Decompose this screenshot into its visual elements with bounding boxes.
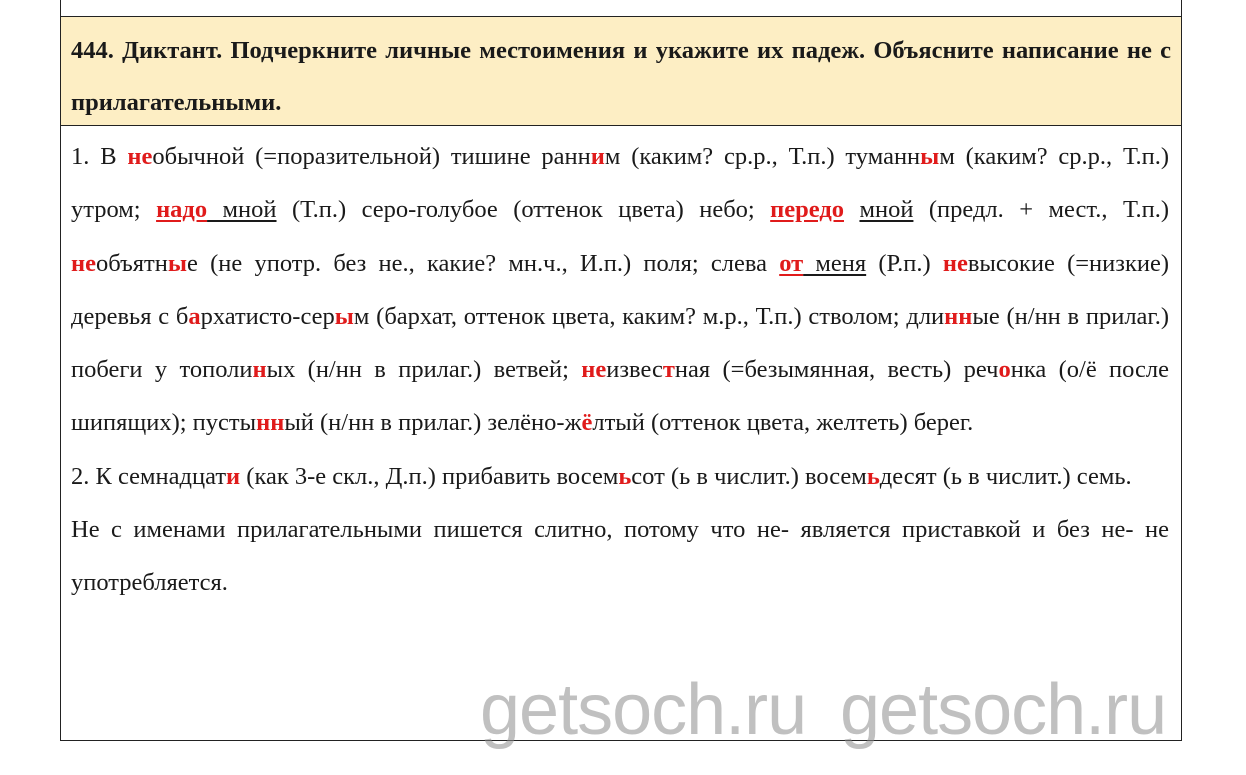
highlighted-letters: передо xyxy=(770,196,844,224)
highlighted-letters: ы xyxy=(167,249,188,277)
text-segment: 2. К семнадцат xyxy=(71,462,227,490)
text-segment: объятн xyxy=(96,249,168,277)
underlined-pronoun: мной xyxy=(207,196,277,224)
text-segment: (Р.п.) xyxy=(866,249,943,277)
answer-body xyxy=(71,130,1169,610)
highlighted-letters: нн xyxy=(944,302,973,330)
text-segment: рхатисто-сер xyxy=(200,302,335,330)
text-segment xyxy=(844,196,859,223)
text-segment: (предл. + мест., Т.п.) xyxy=(913,196,1169,224)
highlighted-letters: ё xyxy=(581,409,593,437)
answer-paragraph-2 xyxy=(71,450,1169,503)
text-segment: е (не употр. без не., какие? мн.ч., И.п.) поля; слева xyxy=(187,249,780,277)
text-segment: (как 3-е скл., Д.п.) прибавить восем xyxy=(240,462,619,490)
text-segment: десят (ь в числит.) семь. xyxy=(879,462,1132,490)
highlighted-letters: не xyxy=(71,249,96,277)
text-segment: сот (ь в числит.) восем xyxy=(631,462,867,490)
highlighted-letters: т xyxy=(662,356,675,384)
text-segment: м (бархат, оттенок цвета, каким? м.р., Т.п.) стволом; дли xyxy=(353,302,945,330)
underlined-pronoun: мной xyxy=(859,196,914,224)
watermark: getsoch.ru xyxy=(840,670,1167,750)
text-segment: ые (н/нн в прилаг.) побеги у тополи xyxy=(71,302,1169,384)
highlighted-letters: а xyxy=(188,302,201,330)
text-segment: ый (н/нн в прилаг.) зелёно-ж xyxy=(284,409,582,437)
highlighted-letters: о xyxy=(998,356,1011,384)
answer-paragraph-3 xyxy=(71,503,1169,610)
text-segment: м (каким? ср.р., Т.п.) утром; xyxy=(71,143,1170,224)
text-segment: ых (н/нн в прилаг.) ветвей; xyxy=(266,356,582,384)
answer-paragraph-1 xyxy=(71,130,1169,450)
task-header: 444. Диктант. Подчеркните личные местоимения и укажите их падеж. Объясните написание не с прилагательными. xyxy=(61,16,1181,126)
highlighted-letters: ь xyxy=(866,462,880,490)
text-segment: высокие (=низкие) деревья с б xyxy=(71,249,1170,330)
highlighted-letters: нн xyxy=(256,409,285,437)
exercise-table xyxy=(60,0,1182,741)
text-segment: ная (=безымянная, весть) реч xyxy=(674,356,999,384)
highlighted-letters: ы xyxy=(920,143,940,170)
highlighted-letters: ь xyxy=(618,462,632,490)
text-segment: 1. В xyxy=(71,143,128,170)
highlighted-letters: н xyxy=(252,356,267,384)
highlighted-letters: и xyxy=(590,143,605,170)
text-segment: обычной (=поразительной) тишине ранн xyxy=(152,143,591,170)
text-segment: (Т.п.) серо-голубое (оттенок цвета) небо; xyxy=(276,196,771,224)
text-segment: нка (о/ё после шипящих); пусты xyxy=(71,356,1169,437)
highlighted-letters: не xyxy=(581,356,607,384)
highlighted-letters: ы xyxy=(334,302,354,330)
highlighted-letters: не xyxy=(942,249,968,277)
text-segment: лтый (оттенок цвета, желтеть) берег. xyxy=(592,409,974,437)
highlighted-letters: не xyxy=(127,143,153,170)
highlighted-letters: надо xyxy=(156,196,208,224)
underlined-pronoun: меня xyxy=(803,249,867,277)
text-segment: извес xyxy=(606,356,663,384)
watermark: getsoch.ru xyxy=(480,670,807,750)
text-segment: Не с именами прилагательными пишется слитно, потому что не- является приставкой и без не- не употребляется. xyxy=(71,516,1169,597)
highlighted-letters: от xyxy=(779,249,804,277)
text-segment: м (каким? ср.р., Т.п.) туманн xyxy=(604,143,921,170)
highlighted-letters: и xyxy=(226,462,241,490)
